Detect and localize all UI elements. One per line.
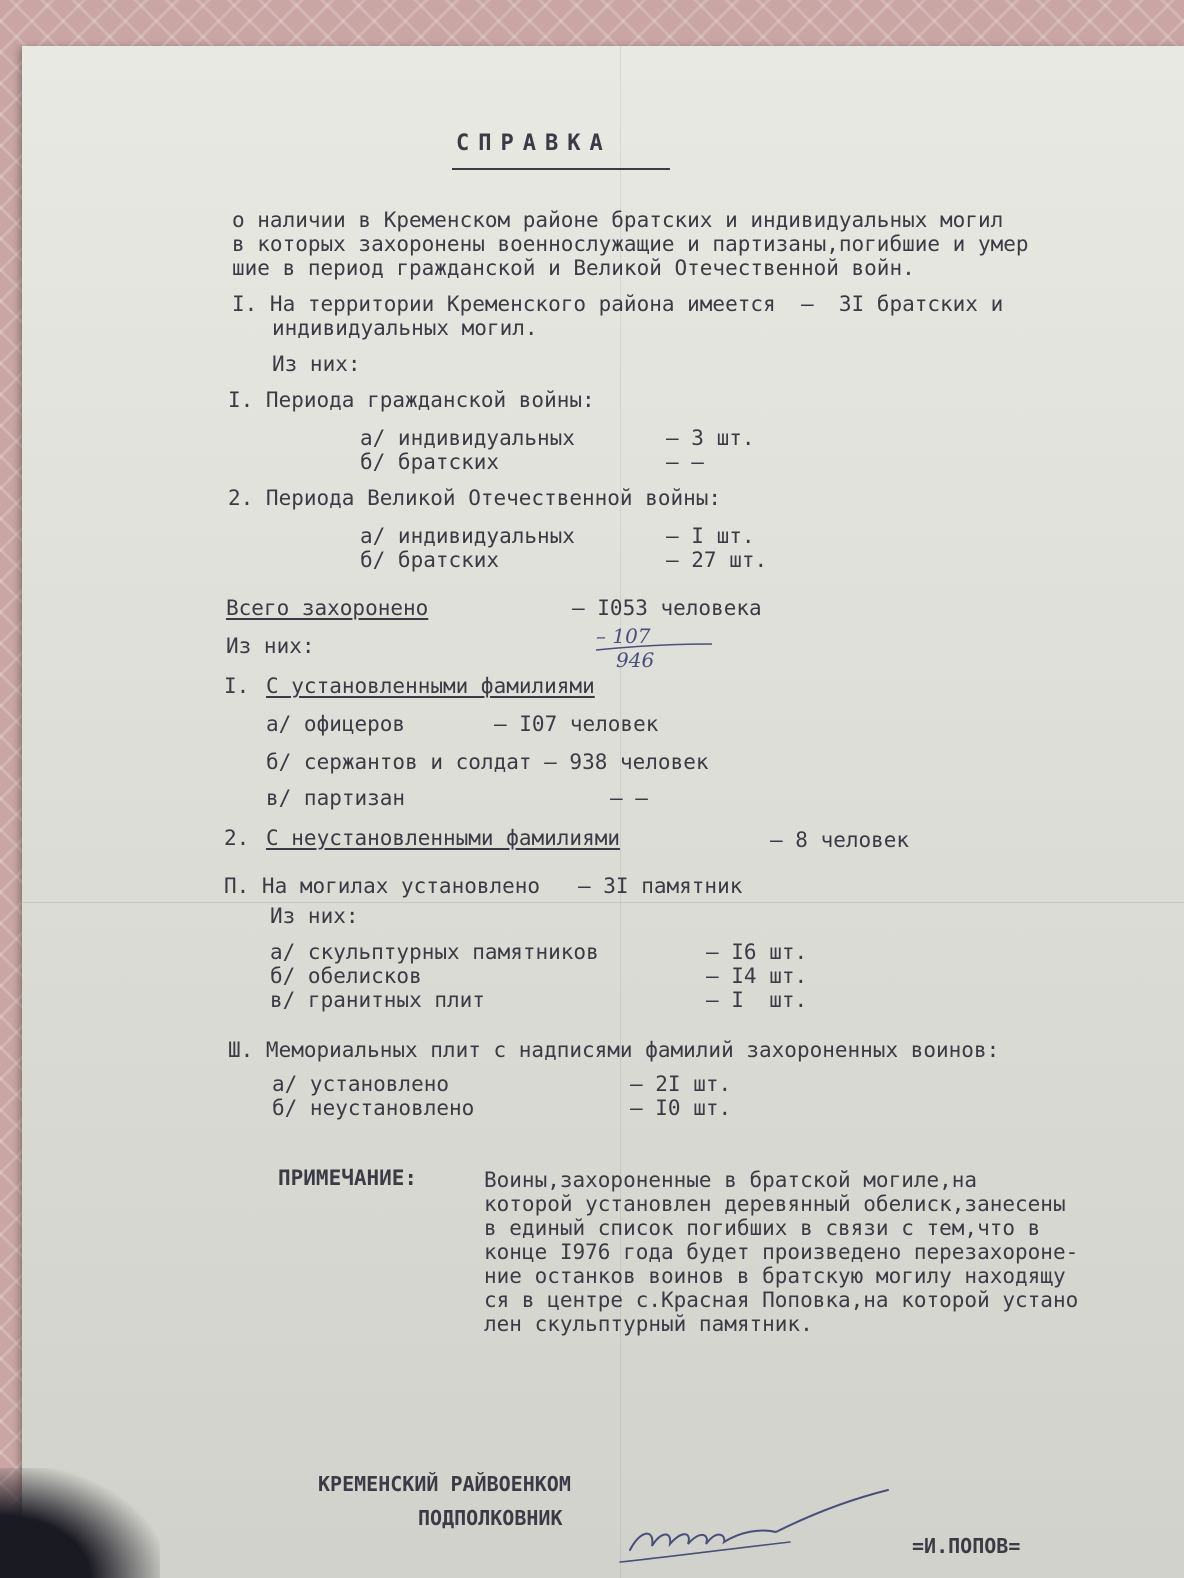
known-names-heading: С установленными фамилиями [266, 674, 595, 698]
known-names-number: I. [224, 674, 250, 698]
handwritten-line [594, 640, 714, 654]
total-buried-value: – I053 человека [572, 596, 762, 620]
handwritten-correction-2: 946 [616, 648, 655, 672]
title-underline [452, 168, 670, 170]
sculptures-value: – I6 шт. [706, 940, 808, 964]
note-line-2: которой установлен деревянный обелиск,занесены [484, 1192, 1066, 1216]
unknown-names-number: 2. [224, 826, 250, 850]
signature-office: КРЕМЕНСКИЙ РАЙВОЕНКОМ [318, 1472, 571, 1496]
of-them-label-2: Из них: [226, 634, 315, 658]
horizontal-fold [22, 902, 1184, 903]
note-line-6: ся в центре с.Красная Поповка,на которой устано [484, 1288, 1079, 1312]
not-installed-value: – I0 шт. [630, 1096, 732, 1120]
section2-of-them: Из них: [270, 904, 359, 928]
civil-war-mass-value: – – [666, 450, 704, 474]
civil-war-individual: а/ индивидуальных [360, 426, 575, 450]
signature-rank: ПОДПОЛКОВНИК [418, 1506, 563, 1530]
note-line-5: ние останков воинов в братскую могилу находящу [484, 1264, 1066, 1288]
unknown-names-value: – 8 человек [770, 828, 910, 852]
section1-line-2: индивидуальных могил. [272, 316, 538, 340]
note-line-3: в единый список погибших в связи с тем,что в [484, 1216, 1041, 1240]
handwritten-signature [600, 1480, 900, 1570]
total-buried-label: Всего захоронено [226, 596, 429, 620]
ww2-individual: а/ индивидуальных [360, 524, 575, 548]
granite-slabs-value: – I шт. [706, 988, 808, 1012]
sculptures-label: а/ скульптурных памятников [270, 940, 599, 964]
note-line-1: Воины,захороненные в братской могиле,на [484, 1168, 978, 1192]
civil-war-mass: б/ братских [360, 450, 500, 474]
section2-line: П. На могилах установлено – 3I памятник [224, 874, 743, 898]
installed-label: а/ установлено [272, 1072, 450, 1096]
sergeants-soldiers: б/ сержантов и солдат – 938 человек [266, 750, 709, 774]
note-line-4: конце I976 года будет произведено перезахороне- [484, 1240, 1079, 1264]
officers-value: – I07 человек [494, 712, 659, 736]
officers-label: а/ офицеров [266, 712, 406, 736]
intro-line-2: в которых захоронены военнослужащие и партизаны,погибшие и умер [232, 232, 1029, 256]
intro-line-3: шие в период гражданской и Великой Отечественной войн. [232, 256, 915, 280]
not-installed-label: б/ неустановлено [272, 1096, 475, 1120]
civil-war-heading: I. Периода гражданской войны: [228, 388, 595, 412]
signature-name: =И.ПОПОВ= [912, 1534, 1021, 1558]
civil-war-individual-value: – 3 шт. [666, 426, 755, 450]
ww2-mass-value: – 27 шт. [666, 548, 768, 572]
dark-background-corner [0, 1468, 160, 1578]
note-label: ПРИМЕЧАНИЕ: [278, 1166, 418, 1190]
installed-value: – 2I шт. [630, 1072, 732, 1096]
unknown-names-heading: С неустановленными фамилиями [266, 826, 621, 850]
ww2-mass: б/ братских [360, 548, 500, 572]
granite-slabs-label: в/ гранитных плит [270, 988, 485, 1012]
obelisks-label: б/ обелисков [270, 964, 422, 988]
intro-line-1: о наличии в Кременском районе братских и индивидуальных могил [232, 208, 1004, 232]
note-line-7: лен скульптурный памятник. [484, 1312, 813, 1336]
handwritten-correction-1: – 107 [596, 624, 651, 648]
obelisks-value: – I4 шт. [706, 964, 808, 988]
of-them-label: Из них: [272, 352, 361, 376]
ww2-heading: 2. Периода Великой Отечественной войны: [228, 486, 722, 510]
ww2-individual-value: – I шт. [666, 524, 755, 548]
document-title: СПРАВКА [456, 131, 612, 156]
partisans-label: в/ партизан [266, 786, 406, 810]
partisans-value: – – [610, 786, 648, 810]
section3-line: Ш. Мемориальных плит с надписями фамилий захороненных воинов: [228, 1038, 1000, 1062]
section1-line-1: I. На территории Кременского района имеется – 3I братских и [232, 292, 1004, 316]
